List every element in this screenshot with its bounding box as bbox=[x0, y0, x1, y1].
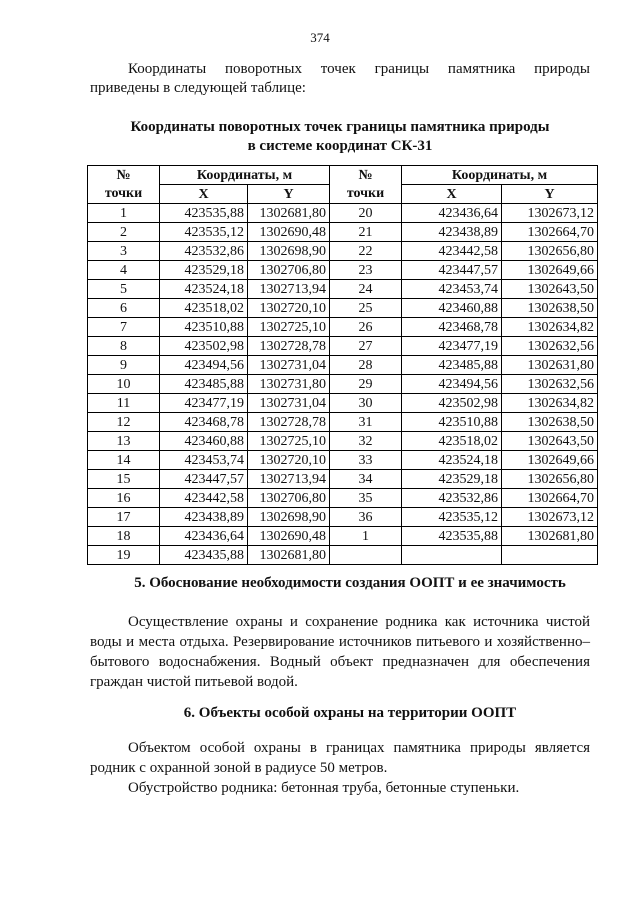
x-coordinate-left: 423535,12 bbox=[160, 223, 248, 242]
header-x-left: X bbox=[160, 185, 248, 204]
point-number-right: 32 bbox=[330, 432, 402, 451]
y-coordinate-left: 1302681,80 bbox=[248, 546, 330, 565]
header-coords-left: Координаты, м bbox=[160, 166, 330, 185]
x-coordinate-right: 423438,89 bbox=[402, 223, 502, 242]
y-coordinate-right: 1302649,66 bbox=[502, 261, 598, 280]
point-number-left: 18 bbox=[88, 527, 160, 546]
coordinates-table-body bbox=[88, 204, 598, 565]
x-coordinate-left: 423502,98 bbox=[160, 337, 248, 356]
table-row bbox=[88, 470, 598, 489]
point-number-left: 14 bbox=[88, 451, 160, 470]
y-coordinate-right: 1302673,12 bbox=[502, 508, 598, 527]
y-coordinate-left: 1302713,94 bbox=[248, 470, 330, 489]
table-row bbox=[88, 451, 598, 470]
table-title-line-2: в системе координат СК-31 bbox=[247, 138, 433, 154]
table-row bbox=[88, 489, 598, 508]
y-coordinate-right: 1302656,80 bbox=[502, 242, 598, 261]
header-point-left: точки bbox=[88, 185, 160, 204]
point-number-right: 26 bbox=[330, 318, 402, 337]
point-number-left: 12 bbox=[88, 413, 160, 432]
x-coordinate-right: 423535,12 bbox=[402, 508, 502, 527]
x-coordinate-left: 423485,88 bbox=[160, 375, 248, 394]
y-coordinate-left: 1302728,78 bbox=[248, 413, 330, 432]
point-number-right: 29 bbox=[330, 375, 402, 394]
x-coordinate-right: 423535,88 bbox=[402, 527, 502, 546]
y-coordinate-left: 1302698,90 bbox=[248, 242, 330, 261]
y-coordinate-left: 1302731,80 bbox=[248, 375, 330, 394]
intro-paragraph bbox=[90, 60, 590, 98]
point-number-left: 2 bbox=[88, 223, 160, 242]
x-coordinate-right: 423510,88 bbox=[402, 413, 502, 432]
x-coordinate-left: 423460,88 bbox=[160, 432, 248, 451]
y-coordinate-right: 1302634,82 bbox=[502, 318, 598, 337]
y-coordinate-left: 1302725,10 bbox=[248, 432, 330, 451]
x-coordinate-left: 423529,18 bbox=[160, 261, 248, 280]
point-number-left: 3 bbox=[88, 242, 160, 261]
x-coordinate-left: 423535,88 bbox=[160, 204, 248, 223]
point-number-left: 11 bbox=[88, 394, 160, 413]
y-coordinate-left: 1302731,04 bbox=[248, 394, 330, 413]
y-coordinate-right: 1302634,82 bbox=[502, 394, 598, 413]
section-5-heading: 5. Обоснование необходимости создания ООПТ и ее значимость bbox=[134, 575, 566, 591]
y-coordinate-left: 1302698,90 bbox=[248, 508, 330, 527]
table-row bbox=[88, 242, 598, 261]
y-coordinate-left: 1302713,94 bbox=[248, 280, 330, 299]
x-coordinate-left: 423453,74 bbox=[160, 451, 248, 470]
x-coordinate-left: 423438,89 bbox=[160, 508, 248, 527]
table-row bbox=[88, 508, 598, 527]
header-coords-right: Координаты, м bbox=[402, 166, 598, 185]
y-coordinate-right: 1302656,80 bbox=[502, 470, 598, 489]
point-number-right: 28 bbox=[330, 356, 402, 375]
table-title-line-1: Координаты поворотных точек границы памятника природы bbox=[130, 119, 550, 135]
table-row bbox=[88, 223, 598, 242]
y-coordinate-right: 1302643,50 bbox=[502, 280, 598, 299]
point-number-left: 5 bbox=[88, 280, 160, 299]
x-coordinate-right bbox=[402, 546, 502, 565]
x-coordinate-right: 423485,88 bbox=[402, 356, 502, 375]
x-coordinate-right: 423502,98 bbox=[402, 394, 502, 413]
point-number-right: 34 bbox=[330, 470, 402, 489]
y-coordinate-left: 1302681,80 bbox=[248, 204, 330, 223]
x-coordinate-left: 423442,58 bbox=[160, 489, 248, 508]
point-number-right: 35 bbox=[330, 489, 402, 508]
x-coordinate-right: 423518,02 bbox=[402, 432, 502, 451]
x-coordinate-right: 423460,88 bbox=[402, 299, 502, 318]
x-coordinate-right: 423529,18 bbox=[402, 470, 502, 489]
table-row bbox=[88, 280, 598, 299]
point-number-left: 13 bbox=[88, 432, 160, 451]
y-coordinate-right: 1302632,56 bbox=[502, 337, 598, 356]
point-number-left: 1 bbox=[88, 204, 160, 223]
x-coordinate-left: 423468,78 bbox=[160, 413, 248, 432]
header-point-right: точки bbox=[330, 185, 402, 204]
x-coordinate-left: 423510,88 bbox=[160, 318, 248, 337]
x-coordinate-right: 423436,64 bbox=[402, 204, 502, 223]
x-coordinate-right: 423524,18 bbox=[402, 451, 502, 470]
intro-line-2: приведены в следующей таблице: bbox=[90, 80, 306, 96]
y-coordinate-left: 1302728,78 bbox=[248, 337, 330, 356]
section-5-text: Осуществление охраны и сохранение родника как источника чистой воды и места отдыха. Резервирование источников питьевого и хозяйственно–бытового водоснабжения. Водный объект предназначен для обеспечения граждан чистой питьевой водой. bbox=[90, 614, 590, 690]
y-coordinate-right: 1302664,70 bbox=[502, 489, 598, 508]
point-number-left: 17 bbox=[88, 508, 160, 527]
table-row bbox=[88, 432, 598, 451]
point-number-left: 9 bbox=[88, 356, 160, 375]
table-row bbox=[88, 356, 598, 375]
point-number-right: 20 bbox=[330, 204, 402, 223]
x-coordinate-right: 423442,58 bbox=[402, 242, 502, 261]
section-6-text-2: Обустройство родника: бетонная труба, бетонные ступеньки. bbox=[128, 780, 520, 796]
x-coordinate-left: 423447,57 bbox=[160, 470, 248, 489]
table-row bbox=[88, 299, 598, 318]
page-number: 374 bbox=[310, 30, 330, 45]
header-y-left: Y bbox=[248, 185, 330, 204]
y-coordinate-left: 1302720,10 bbox=[248, 451, 330, 470]
section-6-paragraph bbox=[90, 738, 590, 798]
x-coordinate-left: 423532,86 bbox=[160, 242, 248, 261]
x-coordinate-right: 423532,86 bbox=[402, 489, 502, 508]
point-number-right: 31 bbox=[330, 413, 402, 432]
x-coordinate-right: 423468,78 bbox=[402, 318, 502, 337]
y-coordinate-right: 1302649,66 bbox=[502, 451, 598, 470]
point-number-right: 25 bbox=[330, 299, 402, 318]
x-coordinate-right: 423447,57 bbox=[402, 261, 502, 280]
table-row bbox=[88, 375, 598, 394]
y-coordinate-left: 1302706,80 bbox=[248, 489, 330, 508]
y-coordinate-right: 1302673,12 bbox=[502, 204, 598, 223]
x-coordinate-right: 423477,19 bbox=[402, 337, 502, 356]
point-number-right: 27 bbox=[330, 337, 402, 356]
point-number-left: 8 bbox=[88, 337, 160, 356]
point-number-left: 7 bbox=[88, 318, 160, 337]
point-number-left: 10 bbox=[88, 375, 160, 394]
point-number-right: 1 bbox=[330, 527, 402, 546]
point-number-right: 33 bbox=[330, 451, 402, 470]
y-coordinate-left: 1302690,48 bbox=[248, 223, 330, 242]
table-row bbox=[88, 337, 598, 356]
y-coordinate-right: 1302638,50 bbox=[502, 299, 598, 318]
table-row bbox=[88, 318, 598, 337]
x-coordinate-left: 423435,88 bbox=[160, 546, 248, 565]
table-row bbox=[88, 394, 598, 413]
y-coordinate-right: 1302681,80 bbox=[502, 527, 598, 546]
header-no-left: № bbox=[88, 166, 160, 185]
x-coordinate-right: 423453,74 bbox=[402, 280, 502, 299]
y-coordinate-left: 1302706,80 bbox=[248, 261, 330, 280]
point-number-right: 24 bbox=[330, 280, 402, 299]
header-y-right: Y bbox=[502, 185, 598, 204]
point-number-left: 6 bbox=[88, 299, 160, 318]
point-number-left: 19 bbox=[88, 546, 160, 565]
x-coordinate-left: 423524,18 bbox=[160, 280, 248, 299]
table-row bbox=[88, 204, 598, 223]
y-coordinate-right: 1302638,50 bbox=[502, 413, 598, 432]
y-coordinate-left: 1302725,10 bbox=[248, 318, 330, 337]
point-number-right: 22 bbox=[330, 242, 402, 261]
header-x-right: X bbox=[402, 185, 502, 204]
point-number-right: 21 bbox=[330, 223, 402, 242]
section-6-text-1: Объектом особой охраны в границах памятника природы является родник с охранной зоной в радиусе 50 метров. bbox=[90, 740, 590, 776]
point-number-left: 16 bbox=[88, 489, 160, 508]
x-coordinate-left: 423494,56 bbox=[160, 356, 248, 375]
point-number-right: 23 bbox=[330, 261, 402, 280]
table-row bbox=[88, 546, 598, 565]
point-number-left: 15 bbox=[88, 470, 160, 489]
x-coordinate-left: 423518,02 bbox=[160, 299, 248, 318]
point-number-left: 4 bbox=[88, 261, 160, 280]
intro-line-1: Координаты поворотных точек границы памятника природы bbox=[128, 61, 590, 77]
y-coordinate-left: 1302731,04 bbox=[248, 356, 330, 375]
y-coordinate-left: 1302720,10 bbox=[248, 299, 330, 318]
table-row bbox=[88, 527, 598, 546]
point-number-right: 30 bbox=[330, 394, 402, 413]
point-number-right: 36 bbox=[330, 508, 402, 527]
section-5-paragraph bbox=[90, 612, 590, 692]
section-6-heading: 6. Объекты особой охраны на территории ООПТ bbox=[183, 705, 517, 721]
y-coordinate-right: 1302643,50 bbox=[502, 432, 598, 451]
coordinates-table bbox=[87, 165, 598, 565]
y-coordinate-right: 1302664,70 bbox=[502, 223, 598, 242]
header-no-right: № bbox=[330, 166, 402, 185]
x-coordinate-right: 423494,56 bbox=[402, 375, 502, 394]
y-coordinate-right bbox=[502, 546, 598, 565]
y-coordinate-left: 1302690,48 bbox=[248, 527, 330, 546]
x-coordinate-left: 423477,19 bbox=[160, 394, 248, 413]
y-coordinate-right: 1302632,56 bbox=[502, 375, 598, 394]
x-coordinate-left: 423436,64 bbox=[160, 527, 248, 546]
point-number-right bbox=[330, 546, 402, 565]
y-coordinate-right: 1302631,80 bbox=[502, 356, 598, 375]
table-title bbox=[60, 118, 620, 156]
table-row bbox=[88, 261, 598, 280]
table-row bbox=[88, 413, 598, 432]
